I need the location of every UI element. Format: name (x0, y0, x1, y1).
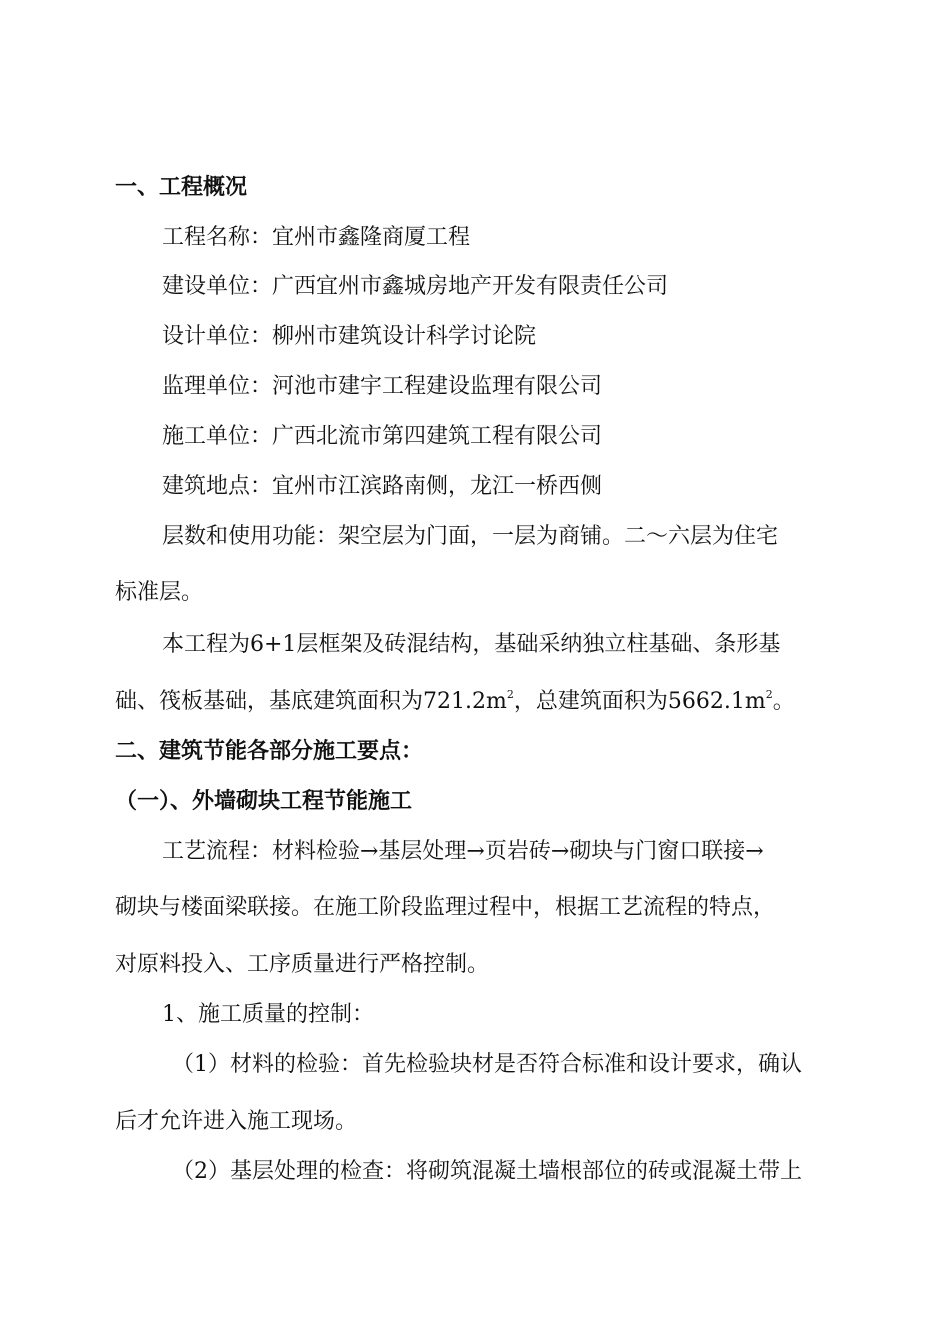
supervision-unit: 监理单位：河池市建宇工程建设监理有限公司 (162, 374, 603, 399)
structure-line-1: 本工程为6+1层框架及砖混结构，基础采纳独立柱基础、条形基 (162, 632, 781, 657)
area-unit-superscript: 2 (506, 687, 514, 701)
builder-unit: 建设单位：广西宜州市鑫城房地产开发有限责任公司 (162, 274, 669, 299)
subsection-1-heading: （一）、外墙砌块工程节能施工 (115, 789, 413, 814)
construction-unit: 施工单位：广西北流市第四建筑工程有限公司 (162, 424, 603, 449)
floors-function-line-1: 层数和使用功能：架空层为门面，一层为商铺。二～六层为住宅 (162, 524, 779, 549)
process-flow-line-2: 砌块与楼面梁联接。在施工阶段监理过程中，根据工艺流程的特点， (115, 895, 776, 920)
structure-line-2-part-b: ，总建筑面积为5662.1m (513, 689, 766, 714)
construction-location: 建筑地点：宜州市江滨路南侧，龙江一桥西侧 (162, 474, 603, 499)
structure-line-2-part-a: 础、筏板基础，基底建筑面积为721.2m (115, 689, 507, 714)
material-inspection-line-2: 后才允许进入施工现场。 (115, 1109, 358, 1134)
project-name: 工程名称：宜州市鑫隆商厦工程 (162, 225, 471, 250)
structure-line-2-part-c: 。 (772, 689, 795, 714)
base-treatment-line-1: （2）基层处理的检查：将砌筑混凝土墙根部位的砖或混凝土带上 (172, 1159, 802, 1184)
floors-function-line-2: 标准层。 (115, 580, 204, 605)
process-flow-line-3: 对原料投入、工序质量进行严格控制。 (115, 952, 490, 977)
design-unit: 设计单位：柳州市建筑设计科学讨论院 (162, 324, 537, 349)
section-2-heading: 二、建筑节能各部分施工要点： (115, 739, 424, 764)
material-inspection-line-1: （1）材料的检验：首先检验块材是否符合标准和设计要求，确认 (172, 1052, 802, 1077)
section-1-heading: 一、工程概况 (115, 175, 248, 200)
area-unit-superscript: 2 (765, 687, 773, 701)
process-flow-line-1: 工艺流程：材料检验→基层处理→页岩砖→砌块与门窗口联接→ (162, 839, 764, 864)
quality-control-heading: 1、施工质量的控制： (162, 1002, 374, 1027)
structure-line-2 (0, 687, 950, 717)
